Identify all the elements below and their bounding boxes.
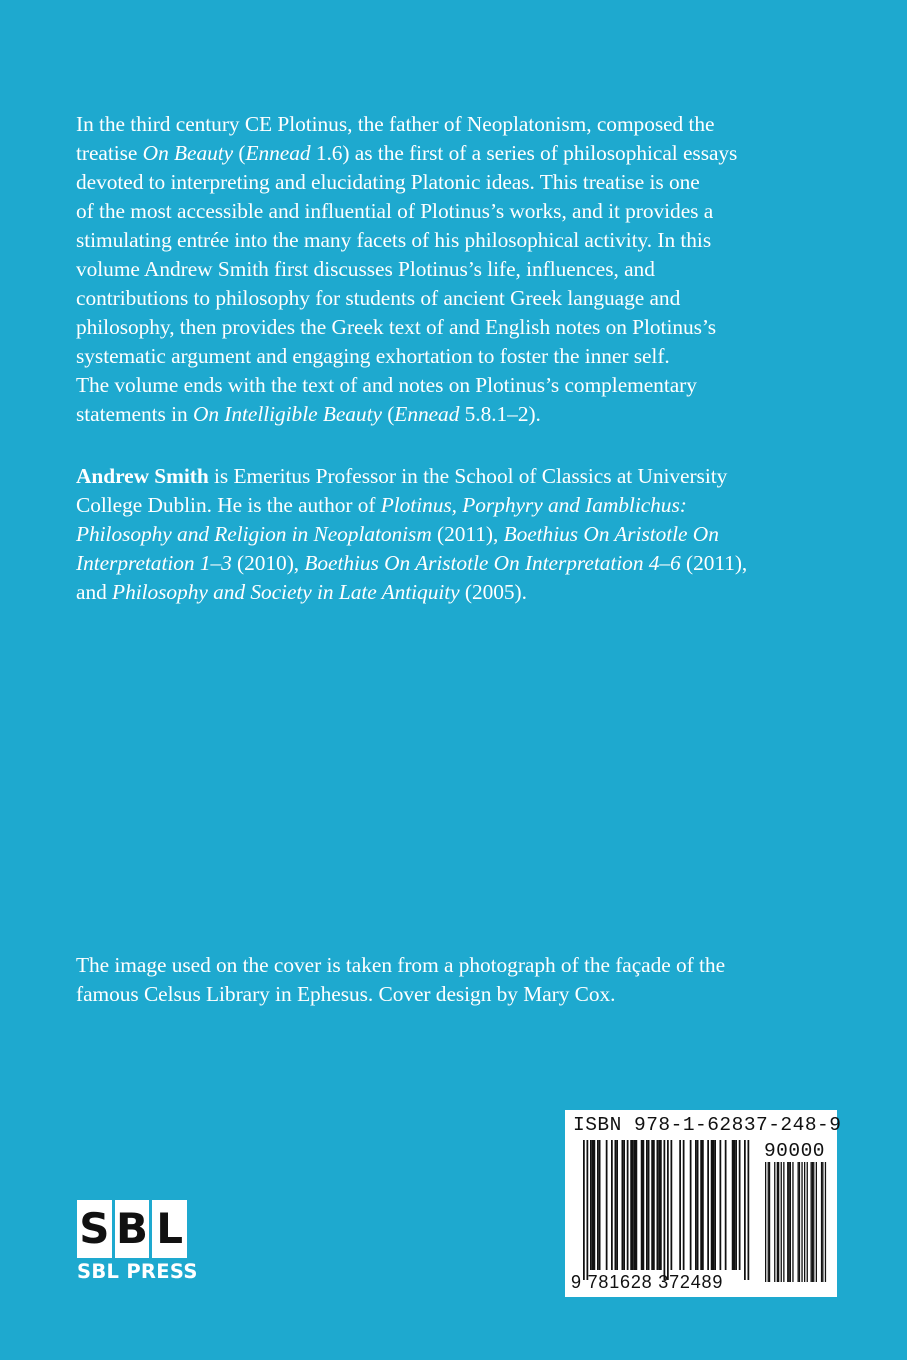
text-run: (2011), [431,522,504,546]
barcode-bar [651,1140,653,1270]
barcode-bar [739,1140,741,1270]
text-run: The image used on the cover is taken from a photograph of the façade of the [76,953,726,977]
author-bio [76,462,836,607]
text-line [76,491,836,520]
barcode-bar [648,1140,650,1270]
barcode-bar [679,1140,681,1270]
barcode-bar [702,1140,704,1270]
barcode-bar [590,1140,592,1270]
text-run: contributions to philosophy for students of ancient Greek language and [76,286,681,310]
barcode-bar [657,1140,659,1270]
text-run: The volume ends with the text of and notes on Plotinus’s complementary [76,373,697,397]
text-run: On Intelligible Beauty [192,402,382,426]
text-line [76,284,836,313]
barcode-bar [646,1140,648,1270]
barcode-bar [671,1140,673,1270]
barcode-bar [616,1140,618,1270]
book-description [76,110,836,429]
barcode-addon-bar [813,1162,814,1282]
barcode-bar [658,1140,660,1270]
isbn-barcode [565,1110,842,1297]
barcode-bar [622,1140,624,1270]
text-run: College Dublin. He is the author of [76,493,381,517]
text-line [76,980,836,1009]
text-run: is Emeritus Professor in the School of Classics at University [208,464,728,488]
text-run: Boethius On Aristotle On Interpretation 4–6 [304,551,681,575]
sbl-logo-mark [77,1200,187,1258]
barcode-addon-bar [769,1162,770,1282]
barcode-addon-bar [811,1162,812,1282]
text-line [76,578,836,607]
barcode-bar [695,1140,697,1270]
text-line [76,197,836,226]
text-line [76,110,836,139]
text-line [76,139,836,168]
cover-credits [76,951,836,1009]
barcode-bar [627,1140,629,1270]
barcode-bar [611,1140,613,1270]
barcode-bar [653,1140,655,1270]
barcode-bar [599,1140,601,1270]
barcode-addon-bar [798,1162,799,1282]
text-run: and [76,580,113,604]
text-run: Plotinus, Porphyry and Iamblichus: [380,493,687,517]
text-line [76,313,836,342]
text-run: ( [233,141,246,165]
barcode-bar [664,1140,666,1280]
text-run: ( [381,402,395,426]
barcode-bar [714,1140,716,1270]
barcode-bar [636,1140,638,1270]
text-run: Ennead [394,402,460,426]
barcode-bar [634,1140,636,1270]
text-line [76,951,836,980]
barcode-bar [597,1140,599,1270]
text-run: In the third century CE Plotinus, the father of Neoplatonism, composed the [76,112,715,136]
text-run: famous Celsus Library in Ephesus. Cover design by Mary Cox. [76,982,616,1006]
barcode-bar [592,1140,594,1270]
barcode-bar [734,1140,736,1270]
text-line [76,462,836,491]
barcode-addon-bar [801,1162,802,1282]
barcode-bar [643,1140,645,1270]
barcode-bar [720,1140,722,1270]
barcode-bar [630,1140,632,1270]
text-run: treatise [76,141,143,165]
barcode-addon-bar [774,1162,775,1282]
barcode-addon-bar [812,1162,813,1282]
barcode-addon-bar [781,1162,782,1282]
text-run: Ennead [245,141,311,165]
barcode-bar [725,1140,727,1270]
barcode-bars [565,1110,837,1297]
sbl-press-logo [77,1200,198,1290]
logo-letter-b: B [115,1200,150,1258]
barcode-addon-bar [825,1162,826,1282]
text-run: Philosophy and Religion in Neoplatonism [76,522,432,546]
barcode-bar [583,1140,585,1280]
text-run: (2011), [680,551,748,575]
barcode-bar [700,1140,702,1270]
barcode-addon-bar [787,1162,788,1282]
logo-letter-l: L [152,1200,187,1258]
barcode-addon-bar [765,1162,766,1282]
barcode-addon-bar [768,1162,769,1282]
text-run: (2010), [231,551,305,575]
logo-letter-s: S [77,1200,112,1258]
barcode-bar [713,1140,715,1270]
text-run: devoted to interpreting and elucidating Platonic ideas. This treatise is one [76,170,700,194]
text-run: (2005). [459,580,527,604]
text-run: stimulating entrée into the many facets of his philosophical activity. In this [76,228,712,252]
text-run: Interpretation 1–3 [76,551,232,575]
barcode-addon-bar [804,1162,805,1282]
text-line [76,371,836,400]
barcode-addon-bar [777,1162,778,1282]
barcode-bar [615,1140,617,1270]
text-line [76,255,836,284]
text-run: Andrew Smith [76,464,209,488]
text-run: 1.6) as the first of a series of philosophical essays [310,141,738,165]
barcode-bar [735,1140,737,1270]
barcode-bar [606,1140,608,1270]
text-line [76,400,836,429]
text-line [76,549,836,578]
text-run: volume Andrew Smith first discusses Plotinus’s life, influences, and [76,257,655,281]
barcode-bar [587,1140,589,1280]
text-line [76,168,836,197]
text-line [76,520,836,549]
text-run: 5.8.1–2). [459,402,541,426]
barcode-bar [711,1140,713,1270]
press-label: SBL PRESS [77,1260,198,1283]
text-run: Boethius On Aristotle On [503,522,719,546]
text-run: of the most accessible and influential of Plotinus’s works, and it provides a [76,199,714,223]
barcode-digits: 9 781628 372489 [571,1272,724,1292]
barcode-addon-bar [778,1162,779,1282]
text-run: philosophy, then provides the Greek text of and English notes on Plotinus’s [76,315,717,339]
barcode-addon-bar [822,1162,823,1282]
text-line [76,226,836,255]
barcode-bar [594,1140,596,1270]
barcode-bar [683,1140,685,1270]
barcode-addon-bar [783,1162,784,1282]
barcode-bar [623,1140,625,1270]
barcode-addon-bar [807,1162,808,1282]
barcode-addon-bar [792,1162,793,1282]
barcode-bar [732,1140,734,1270]
text-run: systematic argument and engaging exhortation to foster the inner self. [76,344,670,368]
barcode-bar [748,1140,750,1280]
isbn-label: ISBN 978-1-62837-248-9 [573,1114,842,1136]
barcode-bar [667,1140,669,1280]
barcode-addon-bar [799,1162,800,1282]
barcode-addon-bar [788,1162,789,1282]
barcode-bar [744,1140,746,1280]
text-run: On Beauty [142,141,234,165]
text-run: Philosophy and Society in Late Antiquity [112,580,460,604]
barcode-bar [641,1140,643,1270]
barcode-addon-bar [821,1162,822,1282]
barcode-addon-bar [790,1162,791,1282]
barcode-bar [660,1140,662,1270]
barcode-addon-bar [816,1162,817,1282]
price-code: 90000 [763,1140,825,1162]
barcode-bar [632,1140,634,1270]
text-line [76,342,836,371]
barcode-bar [690,1140,692,1270]
barcode-bar [697,1140,699,1270]
text-run: statements in [76,402,193,426]
barcode-bar [707,1140,709,1270]
